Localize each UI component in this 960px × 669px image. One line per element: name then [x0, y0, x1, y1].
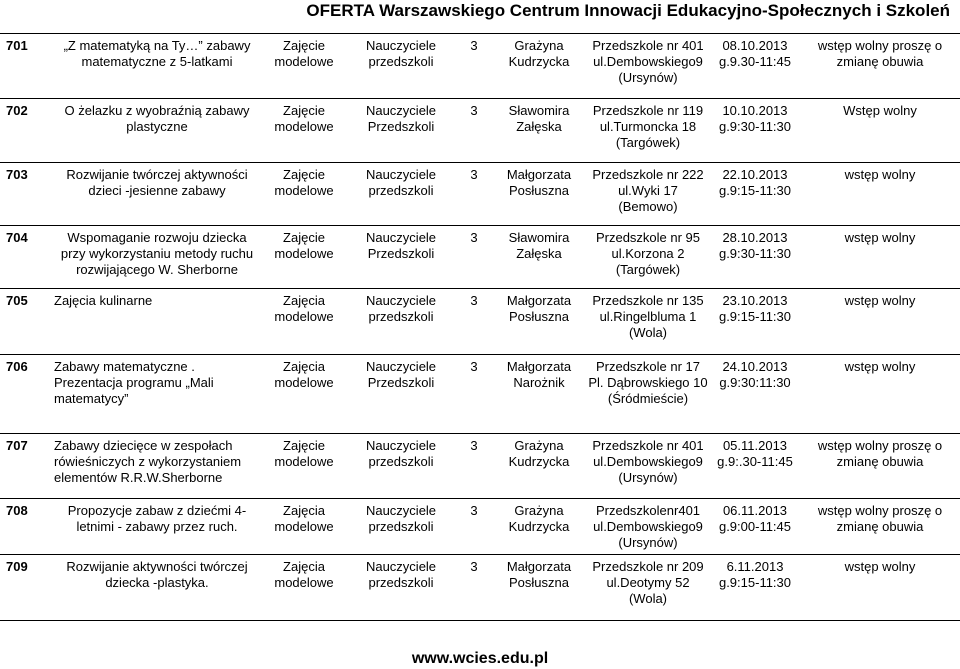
leader-cell: Małgorzata Posłuszna [506, 167, 572, 198]
form-cell: Zajęcie modelowe [274, 438, 334, 469]
row-number: 705 [6, 293, 28, 308]
notes-cell: wstęp wolny proszę o zmianę obuwia [817, 503, 943, 534]
form-cell: Zajęcia modelowe [274, 559, 334, 590]
audience-cell: Nauczyciele przedszkoli [365, 559, 437, 590]
leader-cell: Małgorzata Narożnik [506, 359, 572, 390]
form-cell: Zajęcie modelowe [274, 167, 334, 198]
audience-cell: Nauczyciele Przedszkoli [365, 359, 437, 390]
topic-cell: Propozycje zabaw z dziećmi 4-letnimi - zabawy przez ruch. [67, 503, 247, 534]
hours-cell: 3 [470, 103, 478, 118]
offer-table [0, 33, 960, 621]
table-row [0, 226, 960, 289]
form-cell: Zajęcia modelowe [274, 359, 334, 390]
place-cell: Przedszkole nr 95 ul.Korzona 2 (Targówek) [595, 230, 701, 277]
place-cell: Przedszkole nr 222 ul.Wyki 17 (Bemowo) [592, 167, 704, 214]
table-row [0, 499, 960, 555]
table-row [0, 99, 960, 163]
topic-cell: Wspomaganie rozwoju dziecka przy wykorzystaniu metody ruchu rozwijającego W. Sherborne [60, 230, 254, 277]
date-cell: 08.10.2013 g.9.30-11:45 [718, 38, 792, 69]
topic-cell: „Z matematyką na Ty…” zabawy matematyczne z 5-latkami [63, 38, 251, 69]
row-number: 701 [6, 38, 28, 53]
topic-cell: Rozwijanie twórczej aktywności dzieci -jesienne zabawy [66, 167, 248, 198]
leader-cell: Grażyna Kudrzycka [508, 38, 570, 69]
place-cell: Przedszkole nr 401 ul.Dembowskiego9 (Ursynów) [592, 38, 704, 85]
audience-cell: Nauczyciele Przedszkoli [365, 103, 437, 134]
table-row [0, 434, 960, 499]
topic-cell: Zabawy dziecięce w zespołach rówieśniczych z wykorzystaniem elementów R.R.W.Sherborne [54, 438, 242, 485]
hours-cell: 3 [470, 293, 478, 308]
footer-url[interactable]: www.wcies.edu.pl [411, 650, 549, 667]
row-number: 708 [6, 503, 28, 518]
page-title: OFERTA Warszawskiego Centrum Innowacji Edukacyjno-Społecznych i Szkoleń [306, 1, 950, 20]
hours-cell: 3 [470, 503, 478, 518]
leader-cell: Sławomira Załęska [508, 103, 570, 134]
notes-cell: wstęp wolny [844, 359, 916, 374]
place-cell: Przedszkole nr 119 ul.Turmoncka 18 (Targówek) [592, 103, 704, 150]
table-row [0, 163, 960, 226]
place-cell: Przedszkole nr 17 Pl. Dąbrowskiego 10 (Śródmieście) [588, 359, 708, 406]
row-number: 704 [6, 230, 28, 245]
table-row [0, 555, 960, 621]
audience-cell: Nauczyciele przedszkoli [365, 503, 437, 534]
place-cell: Przedszkole nr 401 ul.Dembowskiego9 (Ursynów) [592, 438, 704, 485]
row-number: 702 [6, 103, 28, 118]
topic-cell: O żelazku z wyobraźnią zabawy plastyczne [64, 103, 250, 134]
place-cell: Przedszkole nr 209 ul.Deotymy 52 (Wola) [592, 559, 704, 606]
place-cell: Przedszkole nr 135 ul.Ringelbluma 1 (Wola) [592, 293, 704, 340]
leader-cell: Sławomira Załęska [508, 230, 570, 261]
audience-cell: Nauczyciele przedszkoli [365, 293, 437, 324]
table-row [0, 34, 960, 99]
topic-cell: Zajęcia kulinarne [54, 293, 153, 308]
form-cell: Zajęcie modelowe [274, 230, 334, 261]
notes-cell: wstęp wolny [844, 230, 916, 245]
date-cell: 6.11.2013 g.9:15-11:30 [718, 559, 792, 590]
form-cell: Zajęcie modelowe [274, 38, 334, 69]
row-number: 703 [6, 167, 28, 182]
form-cell: Zajęcia modelowe [274, 293, 334, 324]
row-number: 707 [6, 438, 28, 453]
audience-cell: Nauczyciele Przedszkoli [365, 230, 437, 261]
topic-cell: Zabawy matematyczne . Prezentacja programu „Mali matematycy” [54, 359, 214, 406]
leader-cell: Małgorzata Posłuszna [506, 559, 572, 590]
date-cell: 05.11.2013 g.9:.30-11:45 [717, 438, 793, 469]
notes-cell: wstęp wolny proszę o zmianę obuwia [817, 38, 943, 69]
date-cell: 22.10.2013 g.9:15-11:30 [718, 167, 792, 198]
audience-cell: Nauczyciele przedszkoli [365, 438, 437, 469]
notes-cell: wstęp wolny proszę o zmianę obuwia [817, 438, 943, 469]
hours-cell: 3 [470, 559, 478, 574]
row-number: 706 [6, 359, 28, 374]
topic-cell: Rozwijanie aktywności twórczej dziecka -plastyka. [66, 559, 248, 590]
form-cell: Zajęcie modelowe [274, 103, 334, 134]
date-cell: 28.10.2013 g.9:30-11:30 [718, 230, 792, 261]
hours-cell: 3 [470, 38, 478, 53]
table-row [0, 289, 960, 355]
leader-cell: Małgorzata Posłuszna [506, 293, 572, 324]
leader-cell: Grażyna Kudrzycka [508, 503, 570, 534]
notes-cell: Wstęp wolny [843, 103, 917, 118]
hours-cell: 3 [470, 359, 478, 374]
audience-cell: Nauczyciele przedszkoli [365, 167, 437, 198]
date-cell: 24.10.2013 g.9:30:11:30 [719, 359, 791, 390]
audience-cell: Nauczyciele przedszkoli [365, 38, 437, 69]
notes-cell: wstęp wolny [844, 559, 916, 574]
hours-cell: 3 [470, 438, 478, 453]
place-cell: Przedszkolenr401 ul.Dembowskiego9 (Ursynów) [593, 503, 703, 550]
hours-cell: 3 [470, 230, 478, 245]
notes-cell: wstęp wolny [844, 293, 916, 308]
leader-cell: Grażyna Kudrzycka [508, 438, 570, 469]
date-cell: 06.11.2013 g.9:00-11:45 [718, 503, 792, 534]
table-row [0, 355, 960, 434]
notes-cell: wstęp wolny [844, 167, 916, 182]
hours-cell: 3 [470, 167, 478, 182]
row-number: 709 [6, 559, 28, 574]
form-cell: Zajęcia modelowe [274, 503, 334, 534]
date-cell: 23.10.2013 g.9:15-11:30 [718, 293, 792, 324]
date-cell: 10.10.2013 g.9:30-11:30 [718, 103, 792, 134]
